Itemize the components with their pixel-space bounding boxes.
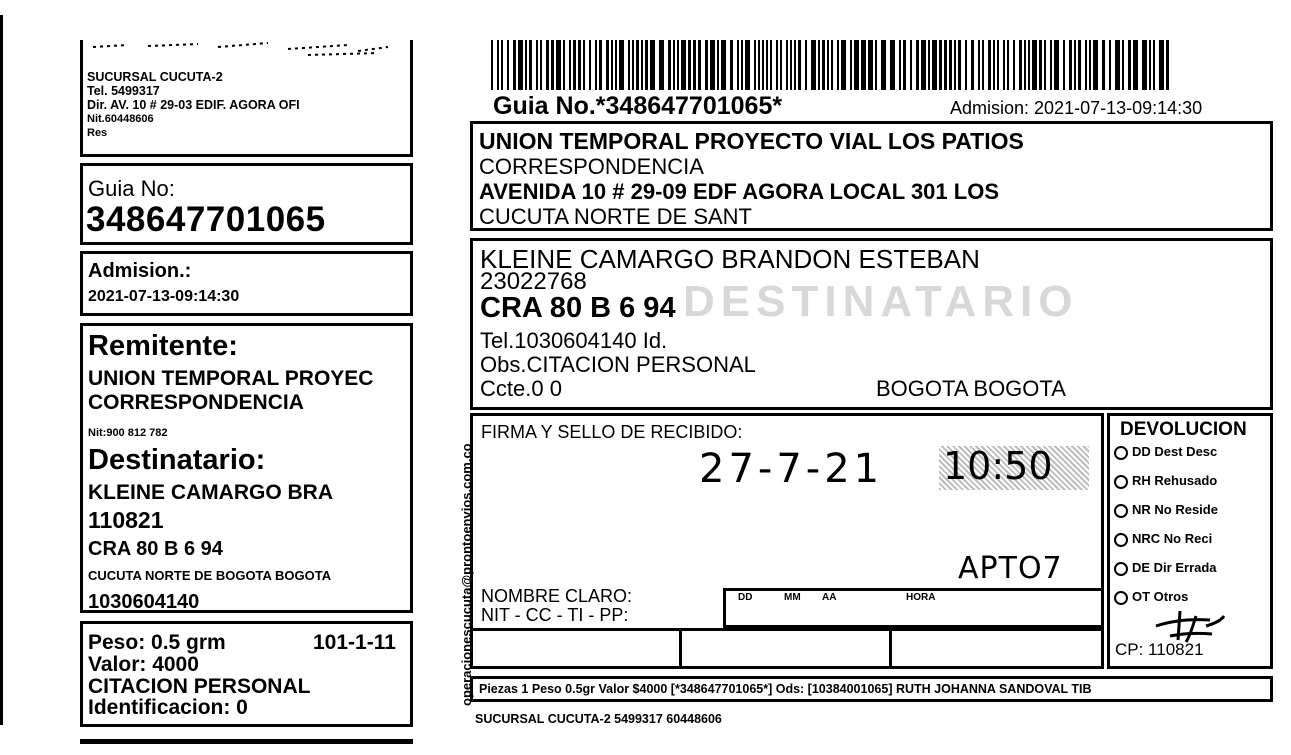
barcode-graphic — [491, 40, 1173, 90]
barcode-bar — [1032, 40, 1037, 90]
barcode-bar — [730, 40, 733, 90]
radio-icon — [1114, 533, 1128, 547]
devolucion-box — [1107, 413, 1273, 669]
barcode-bar — [875, 40, 877, 90]
barcode-bar — [932, 40, 937, 90]
barcode-bar — [805, 40, 807, 90]
aa-label: AA — [822, 592, 837, 603]
option-nr[interactable] — [1114, 502, 1218, 531]
footer-sucursal: SUCURSAL CUCUTA-2 5499317 60448606 — [475, 712, 722, 726]
barcode-bar — [965, 40, 967, 90]
barcode-bar — [1166, 40, 1169, 90]
barcode-bar — [599, 40, 602, 90]
barcode-bar — [745, 40, 750, 90]
option-label: OT Otros — [1132, 589, 1189, 604]
barcode-bar — [1149, 40, 1151, 90]
barcode-bar — [822, 40, 825, 90]
barcode-bar — [1069, 40, 1072, 90]
sender-box — [470, 121, 1273, 231]
barcode-bar — [632, 40, 634, 90]
barcode-bar — [910, 40, 912, 90]
barcode-bar — [645, 40, 648, 90]
barcode-bar — [971, 40, 974, 90]
radio-icon — [1114, 475, 1128, 489]
recipient-city: BOGOTA BOGOTA — [876, 376, 1066, 401]
barcode-bar — [758, 40, 760, 90]
devolucion-cp: CP: 110821 — [1115, 640, 1204, 659]
cell-divider-1 — [679, 631, 682, 667]
barcode-bar — [837, 40, 839, 90]
barcode-bar — [536, 40, 538, 90]
barcode-bar — [1128, 40, 1131, 90]
firma-label: FIRMA Y SELLO DE RECIBIDO: — [481, 422, 743, 442]
barcode-bar — [1003, 40, 1005, 90]
barcode-bar — [776, 40, 778, 90]
barcode-bar — [861, 40, 866, 90]
barcode-bar — [903, 40, 906, 90]
barcode-bar — [1013, 40, 1015, 90]
barcode-bar — [491, 40, 493, 90]
barcode — [491, 40, 1173, 90]
barcode-bar — [677, 40, 679, 90]
barcode-bar — [556, 40, 561, 90]
recipient-box — [470, 238, 1273, 410]
barcode-bar — [688, 40, 691, 90]
sender-line2: CORRESPONDENCIA — [479, 154, 704, 179]
handwritten-time: 10:50 — [943, 444, 1053, 488]
stub-remitente-name: UNION TEMPORAL PROYEC — [88, 367, 374, 390]
barcode-bar — [619, 40, 624, 90]
barcode-bar — [899, 40, 901, 90]
barcode-bar — [854, 40, 859, 90]
radio-icon — [1114, 504, 1128, 518]
option-dd[interactable] — [1114, 444, 1218, 473]
barcode-bar — [693, 40, 696, 90]
barcode-bar — [518, 40, 523, 90]
barcode-bar — [1019, 40, 1022, 90]
barcode-bar — [705, 40, 708, 90]
sender-line1: UNION TEMPORAL PROYECTO VIAL LOS PATIOS — [479, 128, 1024, 154]
handwritten-apto: APTO7 — [958, 551, 1063, 586]
stub-admision-box — [80, 251, 413, 316]
barcode-bar — [890, 40, 895, 90]
barcode-bar — [1078, 40, 1081, 90]
barcode-bar — [770, 40, 772, 90]
barcode-bar — [741, 40, 743, 90]
barcode-bar — [573, 40, 576, 90]
barcode-bar — [507, 40, 509, 90]
barcode-bar — [954, 40, 956, 90]
barcode-bar — [1093, 40, 1098, 90]
radio-icon — [1114, 562, 1128, 576]
firma-box — [470, 413, 1104, 669]
page-edge-line — [0, 15, 3, 725]
footer-line: Piezas 1 Peso 0.5gr Valor $4000 [*348647701065*] Ods: [10384001065] RUTH JOHANNA SANDOVAL TIB — [479, 682, 1092, 696]
barcode-bar — [1159, 40, 1164, 90]
barcode-bar — [798, 40, 801, 90]
nit-label: NIT - CC - TI - PP: — [481, 605, 629, 625]
barcode-bar — [766, 40, 768, 90]
recipient-address: CRA 80 B 6 94 — [480, 292, 676, 324]
barcode-bar — [881, 40, 886, 90]
barcode-bar — [982, 40, 984, 90]
stub-guia-label: Guia No: — [88, 176, 175, 201]
recipient-watermark: DESTINATARIO — [683, 277, 1079, 326]
admision-header: Admision: 2021-07-13-09:14:30 — [950, 98, 1203, 118]
option-rh[interactable] — [1114, 473, 1218, 502]
barcode-bar — [786, 40, 788, 90]
option-label: DE Dir Errada — [1132, 560, 1217, 575]
barcode-bar — [698, 40, 701, 90]
option-label: NR No Reside — [1132, 502, 1218, 517]
barcode-bar — [529, 40, 532, 90]
barcode-bar — [578, 40, 581, 90]
recipient-id: 23022768 — [480, 268, 587, 295]
barcode-bar — [794, 40, 796, 90]
barcode-bar — [595, 40, 597, 90]
option-label: DD Dest Desc — [1132, 444, 1218, 459]
stub-destinatario-city: CUCUTA NORTE DE BOGOTA BOGOTA — [88, 568, 332, 583]
barcode-bar — [721, 40, 726, 90]
barcode-bar — [717, 40, 719, 90]
option-label: NRC No Reci — [1132, 531, 1213, 546]
barcode-bar — [583, 40, 585, 90]
stub-destinatario-name: KLEINE CAMARGO BRA — [88, 481, 333, 504]
stub-peso: Peso: 0.5 grm — [88, 631, 226, 654]
barcode-bar — [916, 40, 919, 90]
option-de[interactable] — [1114, 560, 1218, 589]
barcode-bar — [1039, 40, 1042, 90]
barcode-bar — [762, 40, 764, 90]
barcode-bar — [1044, 40, 1046, 90]
barcode-bar — [659, 40, 664, 90]
stub-guia-number: 348647701065 — [86, 200, 326, 239]
barcode-bar — [944, 40, 947, 90]
barcode-bar — [710, 40, 715, 90]
recipient-tel: Tel.1030604140 Id. — [480, 328, 668, 353]
dd-label: DD — [738, 592, 753, 603]
stub-identificacion: Identificacion: 0 — [88, 696, 248, 719]
barcode-bar — [1074, 40, 1076, 90]
stub-tipo: CITACION PERSONAL — [88, 675, 311, 698]
barcode-bar — [1007, 40, 1009, 90]
hora-label: HORA — [906, 592, 936, 603]
barcode-bar — [636, 40, 639, 90]
footer-strip — [470, 676, 1273, 702]
stub-guia-box — [80, 163, 413, 245]
barcode-bar — [681, 40, 686, 90]
sender-line3: AVENIDA 10 # 29-09 EDF AGORA LOCAL 301 LOS — [479, 179, 999, 204]
nombre-label: NOMBRE CLARO: — [481, 586, 633, 606]
barcode-bar — [1063, 40, 1065, 90]
barcode-bar — [1089, 40, 1091, 90]
barcode-bar — [1115, 40, 1120, 90]
stub-tel: Tel. 5499317 — [87, 84, 160, 98]
stub-destinatario-cp: 110821 — [88, 507, 164, 533]
mm-label: MM — [784, 592, 801, 603]
stub-admision-label: Admision.: — [88, 260, 192, 282]
barcode-bar — [1028, 40, 1030, 90]
stub-admision-value: 2021-07-13-09:14:30 — [88, 288, 240, 305]
barcode-bar — [615, 40, 617, 90]
stub-valor: Valor: 4000 — [88, 653, 199, 676]
stub-remitente-nit: Nit:900 812 782 — [88, 427, 168, 439]
stub-bottom-rule — [80, 739, 413, 744]
devolucion-title: DEVOLUCION — [1120, 419, 1247, 440]
barcode-bar — [780, 40, 782, 90]
signature-cells-row — [473, 628, 1101, 666]
stub-dir: Dir. AV. 10 # 29-03 EDIF. AGORA OFI — [87, 98, 300, 112]
barcode-bar — [921, 40, 926, 90]
barcode-bar — [1122, 40, 1124, 90]
stub-destinatario-addr: CRA 80 B 6 94 — [88, 538, 223, 560]
barcode-bar — [997, 40, 999, 90]
barcode-bar — [1109, 40, 1111, 90]
barcode-bar — [978, 40, 980, 90]
barcode-bar — [988, 40, 991, 90]
date-time-grid — [723, 588, 1103, 628]
barcode-bar — [993, 40, 995, 90]
devolucion-options — [1114, 444, 1218, 618]
barcode-bar — [569, 40, 571, 90]
stub-peso-code: 101-1-11 — [313, 631, 396, 654]
barcode-bar — [513, 40, 516, 90]
side-email: operacionescucuta@prontoenvios.com.co — [459, 443, 474, 706]
recipient-obs: Obs.CITACION PERSONAL — [480, 352, 756, 377]
cell-divider-2 — [889, 631, 892, 667]
barcode-bar — [754, 40, 756, 90]
barcode-bar — [1133, 40, 1138, 90]
recipient-ccte: Ccte.0 0 — [480, 376, 562, 401]
barcode-bar — [546, 40, 549, 90]
barcode-bar — [1054, 40, 1059, 90]
option-nrc[interactable] — [1114, 531, 1218, 560]
barcode-bar — [850, 40, 852, 90]
barcode-bar — [525, 40, 527, 90]
stub-peso-box — [80, 621, 413, 727]
barcode-bar — [589, 40, 591, 90]
barcode-bar — [818, 40, 820, 90]
stub-res: Res — [87, 127, 108, 139]
barcode-bar — [628, 40, 630, 90]
stub-destinatario-tel: 1030604140 — [88, 591, 200, 611]
stub-destinatario-label: Destinatario: — [88, 444, 266, 476]
barcode-bar — [1085, 40, 1087, 90]
barcode-bar — [497, 40, 499, 90]
recipient-name: KLEINE CAMARGO BRANDON ESTEBAN — [480, 244, 980, 274]
barcode-bar — [827, 40, 829, 90]
stub-nit: Nit.60448606 — [87, 113, 154, 125]
barcode-bar — [1024, 40, 1026, 90]
barcode-bar — [868, 40, 873, 90]
barcode-bar — [611, 40, 613, 90]
radio-icon — [1114, 591, 1128, 605]
barcode-bar — [501, 40, 503, 90]
barcode-bar — [949, 40, 952, 90]
stub-sucursal-box — [80, 40, 413, 157]
barcode-bar — [673, 40, 675, 90]
barcode-bar — [737, 40, 739, 90]
handwritten-date: 27-7-21 — [699, 446, 884, 492]
barcode-bar — [841, 40, 846, 90]
barcode-bar — [1153, 40, 1155, 90]
barcode-bar — [939, 40, 942, 90]
barcode-bar — [563, 40, 565, 90]
barcode-bar — [1142, 40, 1147, 90]
option-label: RH Rehusado — [1132, 473, 1218, 488]
barcode-bar — [540, 40, 542, 90]
stub-remitente-dept: CORRESPONDENCIA — [88, 391, 304, 414]
radio-icon — [1114, 446, 1128, 460]
barcode-bar — [551, 40, 554, 90]
barcode-bar — [1050, 40, 1052, 90]
stub-remitente-box — [80, 323, 413, 613]
stub-sucursal: SUCURSAL CUCUTA-2 — [87, 70, 223, 84]
barcode-bar — [1102, 40, 1105, 90]
barcode-bar — [650, 40, 655, 90]
stub-remitente-label: Remitente: — [88, 330, 238, 362]
barcode-bar — [668, 40, 671, 90]
barcode-bar — [811, 40, 816, 90]
sender-line4: CUCUTA NORTE DE SANT — [479, 204, 752, 229]
barcode-bar — [606, 40, 609, 90]
barcode-bar — [641, 40, 643, 90]
barcode-bar — [790, 40, 792, 90]
guia-header: Guia No.*348647701065* — [493, 92, 783, 120]
barcode-bar — [958, 40, 961, 90]
barcode-bar — [831, 40, 833, 90]
barcode-bar — [928, 40, 930, 90]
